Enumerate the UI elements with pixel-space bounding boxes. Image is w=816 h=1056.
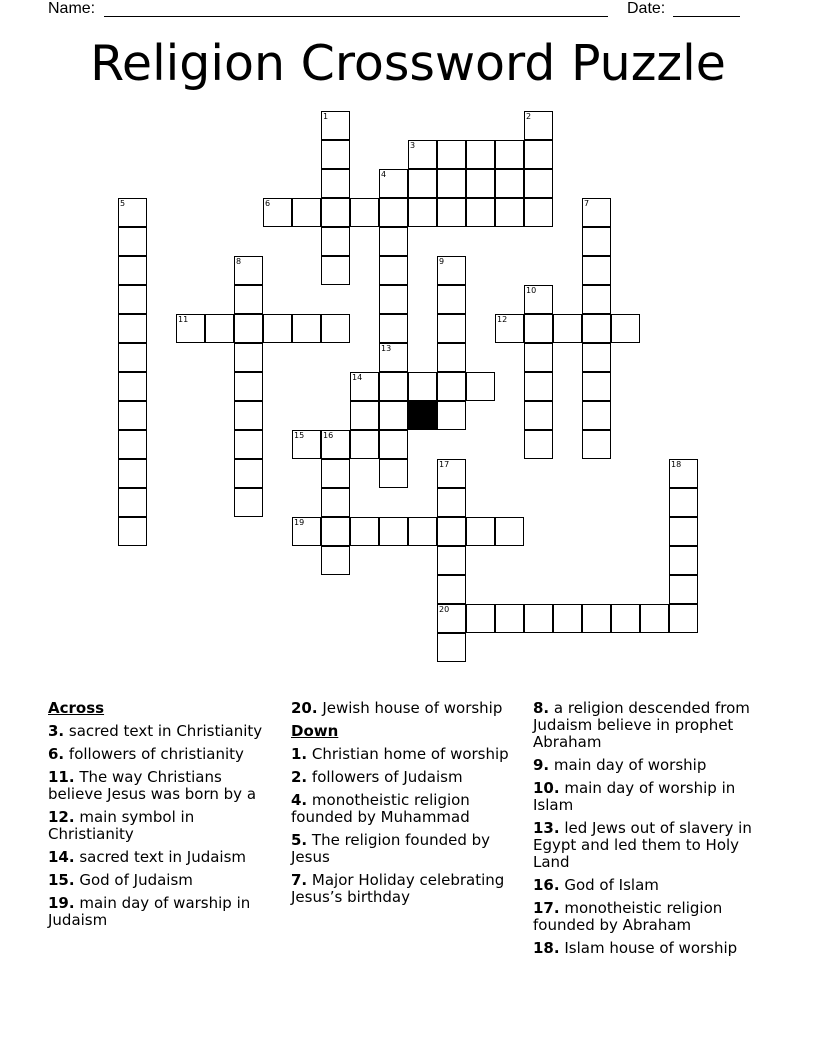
clue-number: 2. [291,768,308,786]
clue-item [533,820,778,871]
clue-number: 14 [352,373,363,382]
grid-cell[interactable] [524,140,553,169]
grid-cell[interactable] [234,343,263,372]
clue-number: 3. [48,722,65,740]
clues-column-3 [533,700,778,963]
clue-text: sacred text in Christianity [64,722,263,740]
down-heading: Down [291,722,339,740]
clue-item [291,746,521,763]
grid-cell[interactable] [524,285,553,314]
grid-cell[interactable] [524,372,553,401]
clue-text: main day of warship in Judaism [48,894,251,929]
grid-cell[interactable] [234,488,263,517]
grid-cell[interactable] [437,488,466,517]
grid-cell[interactable] [669,459,698,488]
grid-cell[interactable] [437,604,466,633]
clue-number: 10. [533,779,560,797]
clue-item [48,895,273,929]
grid-cell[interactable] [582,285,611,314]
clue-text: main day of worship in Islam [533,779,736,814]
clue-number: 1 [323,112,329,121]
grid-cell[interactable] [611,604,640,633]
clue-number: 19 [294,518,305,527]
grid-cell[interactable] [495,314,524,343]
grid-cell[interactable] [118,314,147,343]
grid-cell[interactable] [524,198,553,227]
grid-cell[interactable] [437,459,466,488]
clue-text: God of Islam [559,876,659,894]
grid-cell[interactable] [118,343,147,372]
clue-number: 7. [291,871,308,889]
grid-cell[interactable] [669,546,698,575]
clue-item [533,940,778,957]
grid-cell[interactable] [524,111,553,140]
grid-cell[interactable] [118,285,147,314]
grid-cell[interactable] [176,314,205,343]
clue-text: God of Judaism [74,871,193,889]
grid-cell[interactable] [292,430,321,459]
grid-cell[interactable] [118,256,147,285]
grid-cell[interactable] [408,169,437,198]
clue-item [291,792,521,826]
grid-cell[interactable] [437,633,466,662]
grid-cell[interactable] [205,314,234,343]
clue-item [533,780,778,814]
grid-cell[interactable] [321,256,350,285]
clue-number: 14. [48,848,75,866]
grid-cell[interactable] [466,517,495,546]
grid-cell[interactable] [640,604,669,633]
grid-cell[interactable] [437,517,466,546]
grid-cell[interactable] [524,604,553,633]
grid-cell[interactable] [582,604,611,633]
page-title: Religion Crossword Puzzle [90,35,726,92]
grid-cell[interactable] [118,430,147,459]
grid-cell[interactable] [379,372,408,401]
grid-cell[interactable] [524,314,553,343]
grid-cell[interactable] [524,169,553,198]
grid-cell[interactable] [466,169,495,198]
grid-cell[interactable] [321,488,350,517]
clue-number: 10 [526,286,537,295]
clue-number: 6. [48,745,65,763]
clue-number: 15. [48,871,75,889]
grid-cell[interactable] [379,198,408,227]
clue-number: 20. [291,699,318,717]
grid-cell[interactable] [437,285,466,314]
clue-number: 8 [236,257,242,266]
grid-cell[interactable] [379,459,408,488]
grid-cell[interactable] [495,140,524,169]
grid-cell[interactable] [379,517,408,546]
grid-cell[interactable] [408,140,437,169]
clue-number: 20 [439,605,450,614]
clue-item [533,757,778,774]
clue-number: 16 [323,431,334,440]
grid-cell[interactable] [437,575,466,604]
clue-text: The religion founded by Jesus [291,831,491,866]
grid-cell[interactable] [669,517,698,546]
clues-column-1 [48,700,273,935]
clue-item [533,700,778,751]
grid-cell[interactable] [292,198,321,227]
clue-number: 1. [291,745,308,763]
clue-text: The way Christians believe Jesus was born by a [48,768,257,803]
grid-cell[interactable] [321,459,350,488]
grid-cell[interactable] [350,401,379,430]
clue-number: 3 [410,141,416,150]
clue-text: led Jews out of slavery in Egypt and led them to Holy Land [533,819,752,871]
grid-cell[interactable] [118,459,147,488]
grid-cell[interactable] [437,169,466,198]
grid-cell[interactable] [582,314,611,343]
grid-cell[interactable] [582,430,611,459]
grid-cell[interactable] [118,488,147,517]
grid-cell[interactable] [321,227,350,256]
grid-cell[interactable] [118,401,147,430]
grid-cell[interactable] [118,372,147,401]
clue-number: 5. [291,831,308,849]
grid-cell[interactable] [582,256,611,285]
clue-text: main day of worship [549,756,707,774]
grid-cell[interactable] [466,140,495,169]
grid-cell[interactable] [466,604,495,633]
clue-number: 8. [533,699,550,717]
grid-cell[interactable] [437,198,466,227]
grid-cell[interactable] [408,517,437,546]
grid-cell[interactable] [379,227,408,256]
grid-cell[interactable] [669,488,698,517]
clue-number: 4 [381,170,387,179]
clue-text: Jewish house of worship [317,699,503,717]
grid-cell[interactable] [495,517,524,546]
grid-cell[interactable] [466,198,495,227]
clue-number: 18 [671,460,682,469]
grid-cell[interactable] [350,198,379,227]
grid-cell[interactable] [234,285,263,314]
clue-item [48,809,273,843]
grid-cell[interactable] [437,372,466,401]
grid-cell[interactable] [495,169,524,198]
clue-text: a religion descended from Judaism believe in prophet Abraham [533,699,750,751]
grid-cell[interactable] [321,517,350,546]
clue-number: 9. [533,756,550,774]
grid-cell[interactable] [582,198,611,227]
grid-cell[interactable] [292,517,321,546]
clue-item [48,723,273,740]
grid-cell[interactable] [350,372,379,401]
grid-cell[interactable] [118,517,147,546]
grid-cell[interactable] [234,401,263,430]
grid-cell[interactable] [669,604,698,633]
grid-cell[interactable] [495,198,524,227]
clues-column-2 [291,700,521,912]
clue-text: Major Holiday celebrating Jesus’s birthday [291,871,505,906]
grid-cell[interactable] [466,372,495,401]
grid-cell[interactable] [524,430,553,459]
clue-number: 18. [533,939,560,957]
grid-cell[interactable] [321,198,350,227]
clue-number: 15 [294,431,305,440]
clue-number: 4. [291,791,308,809]
clue-number: 13 [381,344,392,353]
grid-cell[interactable] [379,430,408,459]
grid-cell[interactable] [292,314,321,343]
clue-item [48,872,273,889]
date-label: Date: [627,0,666,17]
clue-number: 6 [265,199,271,208]
grid-cell[interactable] [437,343,466,372]
grid-cell[interactable] [408,372,437,401]
grid-cell[interactable] [379,169,408,198]
grid-cell[interactable] [582,227,611,256]
clue-text: followers of christianity [64,745,244,763]
black-cell [408,401,437,430]
grid-cell[interactable] [437,314,466,343]
clue-number: 16. [533,876,560,894]
clue-number: 12 [497,315,508,324]
grid-cell[interactable] [234,459,263,488]
clue-item [291,832,521,866]
grid-cell[interactable] [234,372,263,401]
grid-cell[interactable] [524,401,553,430]
grid-cell[interactable] [234,256,263,285]
clue-number: 11. [48,768,75,786]
clue-number: 19. [48,894,75,912]
grid-cell[interactable] [118,227,147,256]
grid-cell[interactable] [379,314,408,343]
clue-number: 13. [533,819,560,837]
grid-cell[interactable] [321,314,350,343]
clue-item [291,872,521,906]
name-label: Name: [48,0,96,17]
grid-cell[interactable] [524,343,553,372]
grid-cell[interactable] [234,314,263,343]
clue-number: 17 [439,460,450,469]
grid-cell[interactable] [379,285,408,314]
clue-item [533,877,778,894]
grid-cell[interactable] [611,314,640,343]
clue-text: Islam house of worship [559,939,738,957]
clue-number: 12. [48,808,75,826]
clue-number: 17. [533,899,560,917]
grid-cell[interactable] [553,314,582,343]
clue-text: main symbol in Christianity [48,808,195,843]
clue-number: 11 [178,315,189,324]
grid-cell[interactable] [582,401,611,430]
grid-cell[interactable] [437,546,466,575]
grid-cell[interactable] [263,314,292,343]
grid-cell[interactable] [321,546,350,575]
grid-cell[interactable] [553,604,582,633]
clue-number: 5 [120,199,126,208]
clue-item [291,769,521,786]
clue-item [291,700,521,717]
clue-number: 9 [439,257,445,266]
clue-text: followers of Judaism [307,768,463,786]
clue-item [48,769,273,803]
grid-cell[interactable] [669,575,698,604]
clue-number: 2 [526,112,532,121]
grid-cell[interactable] [379,401,408,430]
clue-number: 7 [584,199,590,208]
clue-text: sacred text in Judaism [74,848,247,866]
across-heading: Across [48,699,105,717]
grid-cell[interactable] [437,140,466,169]
grid-cell[interactable] [495,604,524,633]
clue-text: monotheistic religion founded by Muhammad [291,791,470,826]
clue-item [48,746,273,763]
clue-item [533,900,778,934]
grid-cell[interactable] [350,430,379,459]
grid-cell[interactable] [408,198,437,227]
grid-cell[interactable] [321,140,350,169]
grid-cell[interactable] [321,111,350,140]
grid-cell[interactable] [234,430,263,459]
grid-cell[interactable] [379,256,408,285]
grid-cell[interactable] [263,198,292,227]
clue-text: Christian home of worship [307,745,509,763]
grid-cell[interactable] [437,256,466,285]
grid-cell[interactable] [379,343,408,372]
grid-cell[interactable] [437,401,466,430]
grid-cell[interactable] [321,430,350,459]
clue-item [48,849,273,866]
grid-cell[interactable] [582,372,611,401]
grid-cell[interactable] [321,169,350,198]
grid-cell[interactable] [350,517,379,546]
grid-cell[interactable] [582,343,611,372]
grid-cell[interactable] [118,198,147,227]
clue-text: monotheistic religion founded by Abraham [533,899,723,934]
